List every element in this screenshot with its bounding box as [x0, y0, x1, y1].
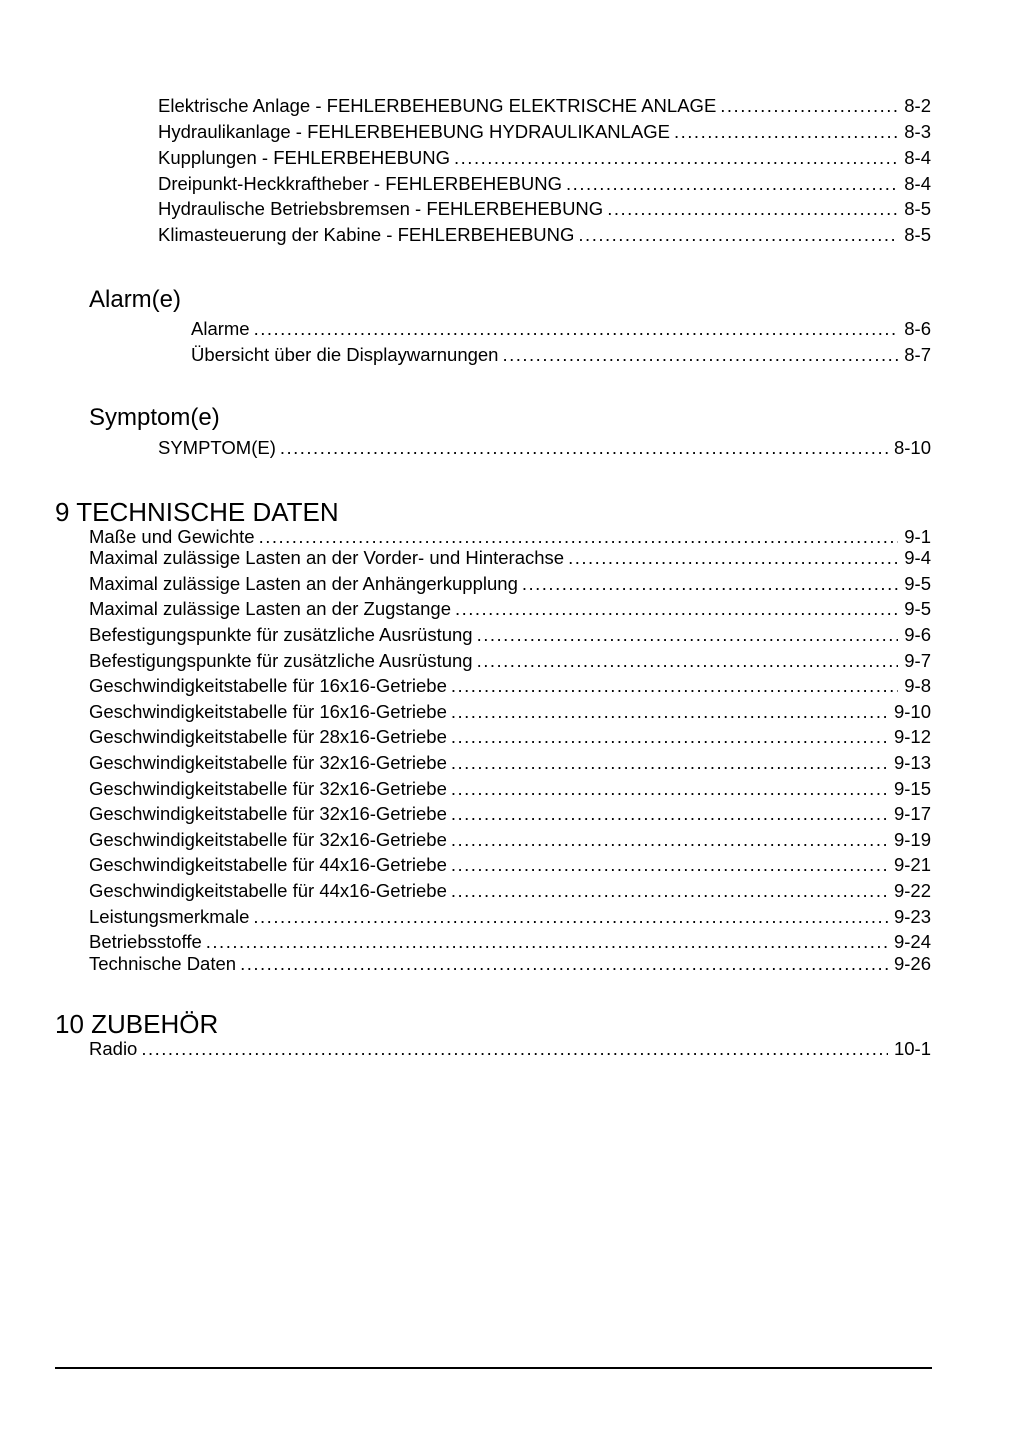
toc-entry-title: Geschwindigkeitstabelle für 16x16-Getriebe — [89, 675, 447, 696]
dot-leader — [451, 674, 898, 698]
dot-leader — [566, 172, 898, 196]
section-heading-symptom: Symptom(e) — [89, 404, 220, 431]
toc-entry-page: 9-15 — [893, 778, 931, 799]
dot-leader — [451, 802, 888, 826]
toc-entry[interactable] — [89, 649, 931, 673]
toc-entry[interactable] — [89, 700, 931, 724]
dot-leader — [451, 828, 888, 852]
toc-entry[interactable] — [158, 120, 931, 144]
toc-entry-page: 8-2 — [904, 95, 931, 116]
section-heading-alarm: Alarm(e) — [89, 286, 182, 313]
toc-entry-page: 8-10 — [893, 437, 931, 458]
dot-leader — [477, 649, 899, 673]
dot-leader — [674, 120, 898, 144]
toc-entry[interactable] — [191, 317, 931, 341]
dot-leader — [522, 572, 898, 596]
toc-entry-title: Maße und Gewichte — [89, 526, 255, 547]
toc-entry-title: Befestigungspunkte für zusätzliche Ausrüstung — [89, 624, 473, 645]
toc-entry-title: Betriebsstoffe — [89, 931, 202, 952]
toc-entry-page: 9-10 — [893, 701, 931, 722]
toc-entry-title: Übersicht über die Displaywarnungen — [191, 344, 499, 365]
toc-entry-page: 9-4 — [904, 547, 931, 568]
dot-leader — [451, 777, 888, 801]
toc-entry-title: SYMPTOM(E) — [158, 437, 276, 458]
toc-entry-title: Befestigungspunkte für zusätzliche Ausrüstung — [89, 650, 473, 671]
toc-entry-title: Leistungsmerkmale — [89, 906, 250, 927]
toc-entry[interactable] — [89, 725, 931, 749]
toc-entry-page: 9-8 — [904, 675, 931, 696]
toc-entry-title: Geschwindigkeitstabelle für 32x16-Getriebe — [89, 829, 447, 850]
toc-entry[interactable] — [89, 597, 931, 621]
toc-entry[interactable] — [191, 343, 931, 367]
toc-entry-page: 9-17 — [893, 803, 931, 824]
footer-rule — [55, 1367, 932, 1369]
toc-entry[interactable] — [158, 223, 931, 247]
toc-entry-page: 9-12 — [893, 726, 931, 747]
toc-entry-title: Maximal zulässige Lasten an der Vorder- und Hinterachse — [89, 547, 565, 568]
toc-entry-title: Geschwindigkeitstabelle für 44x16-Getriebe — [89, 854, 447, 875]
toc-entry-page: 9-22 — [893, 880, 931, 901]
toc-entry-title: Klimasteuerung der Kabine - FEHLERBEHEBUNG — [158, 224, 575, 245]
dot-leader — [254, 317, 899, 341]
dot-leader — [280, 436, 888, 460]
toc-entry-title: Hydraulische Betriebsbremsen - FEHLERBEHEBUNG — [158, 198, 604, 219]
toc-entry-title: Alarme — [191, 318, 250, 339]
dot-leader — [253, 905, 888, 929]
toc-entry-title: Hydraulikanlage - FEHLERBEHEBUNG HYDRAULIKANLAGE — [158, 121, 671, 142]
toc-entry-page: 10-1 — [893, 1038, 931, 1059]
toc-entry[interactable] — [158, 146, 931, 170]
dot-leader — [455, 597, 898, 621]
toc-entry-title: Geschwindigkeitstabelle für 32x16-Getriebe — [89, 752, 447, 773]
chapter-heading-10: 10 ZUBEHÖR — [55, 1009, 219, 1039]
toc-entry-page: 8-5 — [904, 224, 931, 245]
toc-entry-page: 9-6 — [904, 624, 931, 645]
dot-leader — [141, 1037, 888, 1061]
toc-entry-page: 8-3 — [904, 121, 931, 142]
toc-entry-title: Dreipunkt-Heckkraftheber - FEHLERBEHEBUNG — [158, 173, 563, 194]
toc-entry-page: 8-4 — [904, 173, 931, 194]
dot-leader — [477, 623, 899, 647]
dot-leader — [451, 853, 888, 877]
toc-entry[interactable] — [89, 930, 931, 954]
dot-leader — [206, 930, 888, 954]
toc-entry-page: 8-6 — [904, 318, 931, 339]
toc-entry[interactable] — [158, 436, 931, 460]
toc-entry[interactable] — [89, 572, 931, 596]
dot-leader — [502, 343, 898, 367]
toc-entry-page: 9-21 — [893, 854, 931, 875]
toc-entry[interactable] — [158, 94, 931, 118]
toc-entry[interactable] — [158, 172, 931, 196]
dot-leader — [454, 146, 898, 170]
toc-entry[interactable] — [89, 802, 931, 826]
toc-entry-page: 8-4 — [904, 147, 931, 168]
toc-entry-title: Geschwindigkeitstabelle für 44x16-Getriebe — [89, 880, 447, 901]
toc-entry[interactable] — [89, 1037, 931, 1061]
dot-leader — [578, 223, 898, 247]
toc-entry[interactable] — [89, 546, 931, 570]
toc-entry-page: 9-1 — [904, 526, 931, 547]
toc-entry-page: 9-26 — [893, 953, 931, 974]
dot-leader — [451, 725, 888, 749]
dot-leader — [240, 952, 888, 976]
toc-entry[interactable] — [89, 674, 931, 698]
toc-entry-title: Technische Daten — [89, 953, 237, 974]
toc-entry-title: Elektrische Anlage - FEHLERBEHEBUNG ELEKTRISCHE ANLAGE — [158, 95, 717, 116]
toc-entry[interactable] — [158, 197, 931, 221]
toc-entry-title: Radio — [89, 1038, 138, 1059]
toc-entry-page: 9-5 — [904, 573, 931, 594]
toc-entry-title: Kupplungen - FEHLERBEHEBUNG — [158, 147, 451, 168]
dot-leader — [451, 751, 888, 775]
toc-entry-page: 9-13 — [893, 752, 931, 773]
dot-leader — [720, 94, 898, 118]
toc-entry[interactable] — [89, 828, 931, 852]
toc-entry[interactable] — [89, 751, 931, 775]
toc-entry[interactable] — [89, 879, 931, 903]
toc-entry-page: 9-5 — [904, 598, 931, 619]
toc-entry-title: Geschwindigkeitstabelle für 32x16-Getriebe — [89, 803, 447, 824]
toc-entry[interactable] — [89, 905, 931, 929]
dot-leader — [451, 879, 888, 903]
toc-entry-title: Geschwindigkeitstabelle für 28x16-Getriebe — [89, 726, 447, 747]
toc-entry-title: Geschwindigkeitstabelle für 16x16-Getriebe — [89, 701, 447, 722]
toc-entry-page: 8-5 — [904, 198, 931, 219]
dot-leader — [568, 546, 898, 570]
toc-entry-title: Geschwindigkeitstabelle für 32x16-Getriebe — [89, 778, 447, 799]
dot-leader — [451, 700, 888, 724]
toc-entry-page: 9-7 — [904, 650, 931, 671]
toc-entry[interactable] — [89, 777, 931, 801]
toc-entry-page: 8-7 — [904, 344, 931, 365]
toc-entry-page: 9-23 — [893, 906, 931, 927]
toc-entry[interactable] — [89, 853, 931, 877]
chapter-heading-9: 9 TECHNISCHE DATEN — [55, 497, 339, 527]
dot-leader — [607, 197, 898, 221]
toc-entry[interactable] — [89, 952, 931, 976]
toc-entry-title: Maximal zulässige Lasten an der Zugstange — [89, 598, 451, 619]
toc-entry-title: Maximal zulässige Lasten an der Anhängerkupplung — [89, 573, 518, 594]
toc-entry-page: 9-19 — [893, 829, 931, 850]
toc-entry-page: 9-24 — [893, 931, 931, 952]
toc-entry[interactable] — [89, 623, 931, 647]
